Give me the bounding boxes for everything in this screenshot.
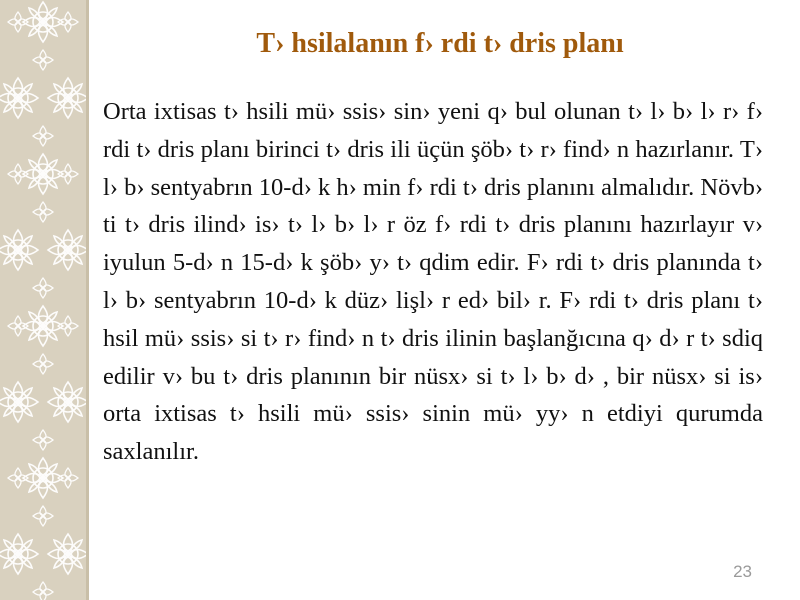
strip-divider [86, 0, 89, 600]
decorative-side-strip [0, 0, 86, 600]
page-number: 23 [733, 562, 752, 581]
slide-body-text: Orta ixtisas t› hsili mü› ssis› sin› yeni q› bul olunan t› l› b› l› r› f› rdi t› dris planı birinci t› dris ili üçün şöb› t› r› find› n hazırlanır. T› l› b› sentyabrın 10-d› k h› min f› rdi t› dris planını almalıdır. Növb› ti t› dris ilind› is› t› l› b› l› r öz f› rdi t› dris planını hazırlayır v› iyulun 5-d› n 15-d› k şöb› y› t› qdim edir. F› rdi t› dris planında t› l› b› sentyabrın 10-d› k düz› lişl› r ed› bil› r. F› rdi t› dris planı t› hsil mü› ssis› si t› r› find› n t› dris ilinin başlanğıcına q› d› r t› sdiq edilir v› bu t› dris planının bir nüsx› si t› l› b› d› , bir nüsx› si is› orta ixtisas t› hsili mü› ssis› sinin mü› yy› n etdiyi qurumda saxlanılır. [103, 98, 764, 466]
slide-title: T› hsilalanın f› rdi t› dris planı [256, 28, 624, 59]
floral-ornament-pattern [0, 0, 86, 600]
